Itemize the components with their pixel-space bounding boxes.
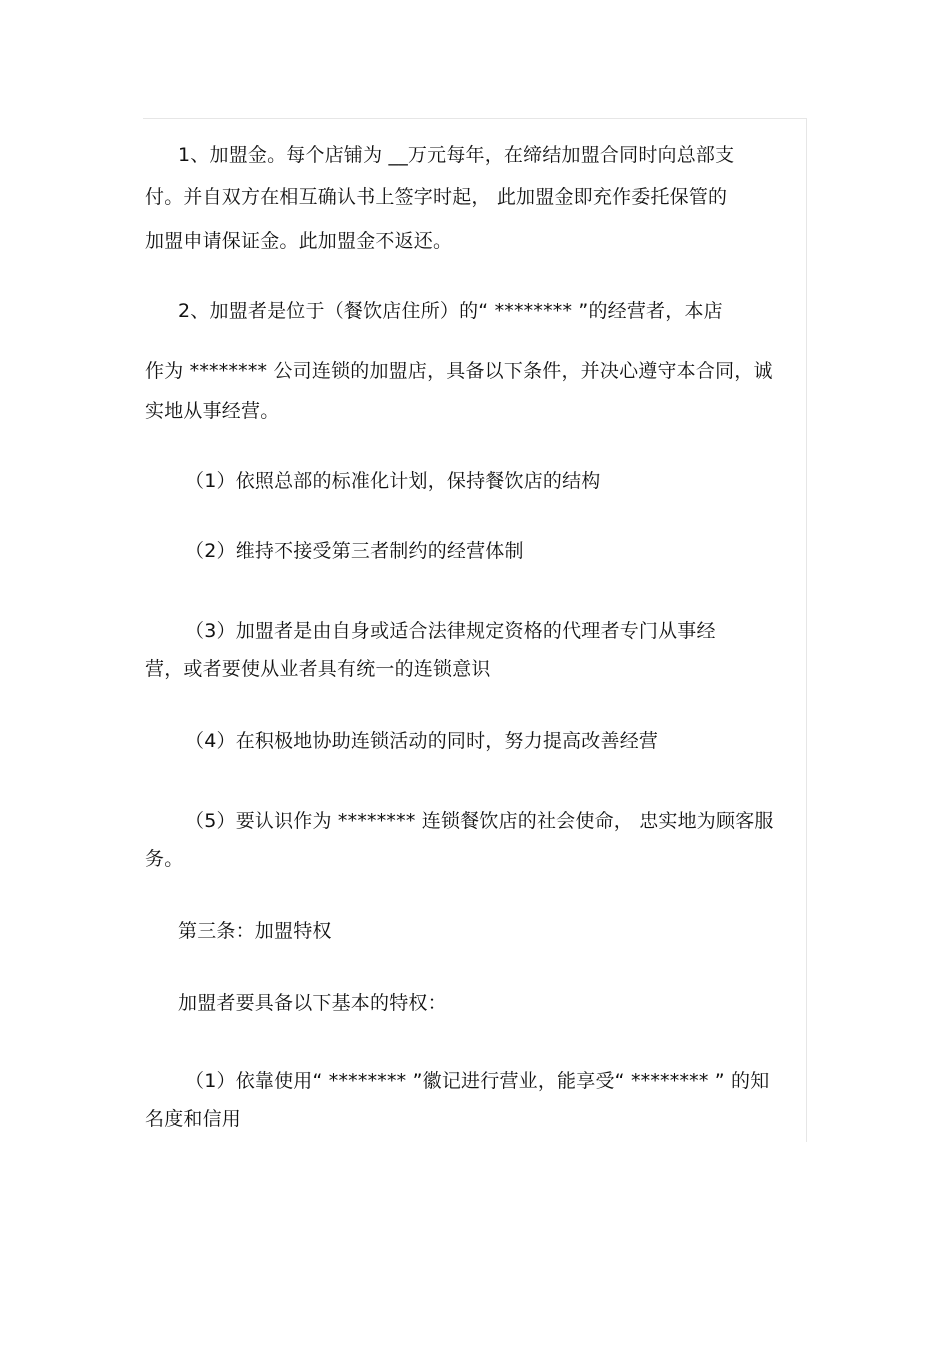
clause-1-line-3: 加盟申请保证金。此加盟金不返还。	[145, 230, 453, 252]
privilege-intro: 加盟者要具备以下基本的特权：	[178, 992, 447, 1014]
clause-2-line-1: 2、加盟者是位于（餐饮店住所）的“ ******** ”的经营者，本店	[178, 300, 723, 322]
privilege-1-line-1: （1）依靠使用“ ******** ”徽记进行营业，能享受“ ******** ” 的知	[185, 1070, 770, 1092]
condition-5-line-1: （5）要认识作为 ******** 连锁餐饮店的社会使命， 忠实地为顾客服	[185, 810, 774, 832]
condition-3-line-1: （3）加盟者是由自身或适合法律规定资格的代理者专门从事经	[185, 620, 716, 642]
clause-1-line-2: 付。并自双方在相互确认书上签字时起， 此加盟金即充作委托保管的	[145, 186, 728, 208]
condition-4: （4）在积极地协助连锁活动的同时，努力提高改善经营	[185, 730, 659, 752]
article-3-heading: 第三条：加盟特权	[178, 920, 332, 942]
clause-1-line-1: 1、加盟金。每个店铺为 __万元每年，在缔结加盟合同时向总部支	[178, 144, 735, 166]
clause-2-line-2: 作为 ******** 公司连锁的加盟店，具备以下条件，并决心遵守本合同，诚	[145, 360, 773, 382]
condition-5-line-2: 务。	[145, 848, 184, 870]
condition-3-line-2: 营，或者要使从业者具有统一的连锁意识	[145, 658, 491, 680]
condition-1: （1）依照总部的标准化计划，保持餐饮店的结构	[185, 470, 601, 492]
condition-2: （2）维持不接受第三者制约的经营体制	[185, 540, 524, 562]
clause-2-line-3: 实地从事经营。	[145, 400, 280, 422]
privilege-1-line-2: 名度和信用	[145, 1108, 242, 1130]
